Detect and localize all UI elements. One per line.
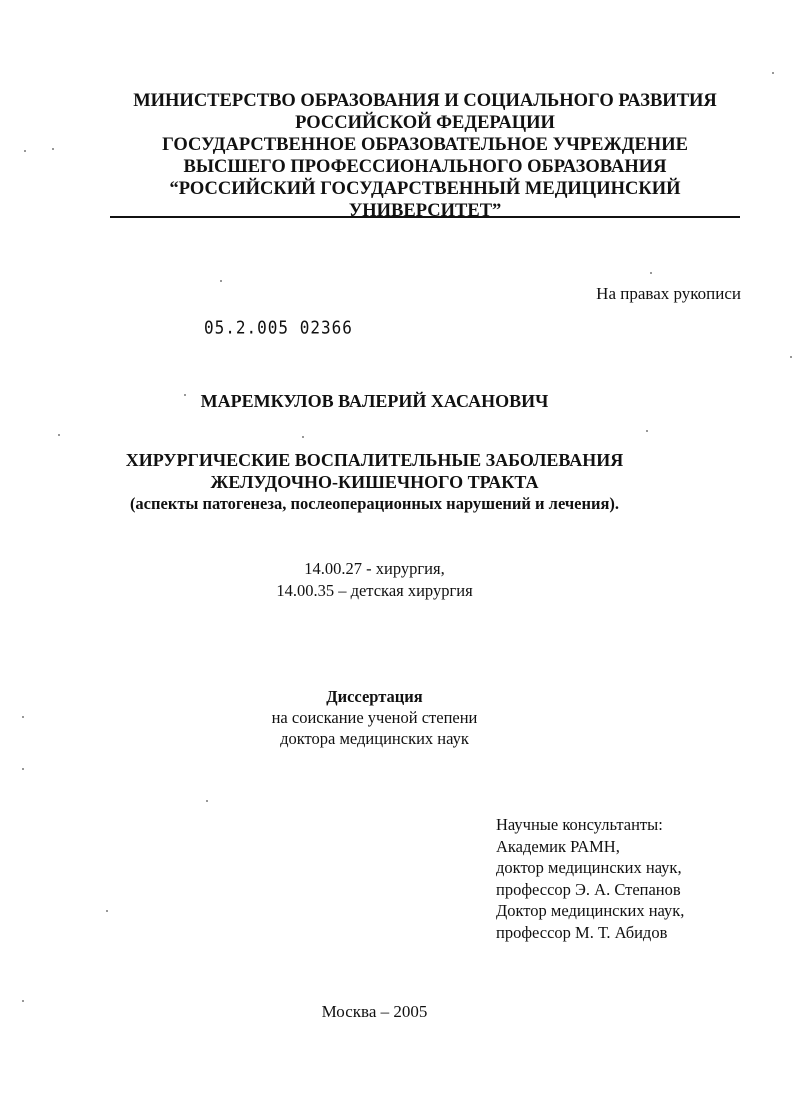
institution-header <box>110 90 740 222</box>
header-line-state-institution: ГОСУДАРСТВЕННОЕ ОБРАЗОВАТЕЛЬНОЕ УЧРЕЖДЕНИЕ <box>162 135 688 155</box>
scan-speck <box>52 148 54 150</box>
specialty-pediatric-surgery: 14.00.35 – детская хирургия <box>276 581 473 600</box>
title-line-1: ХИРУРГИЧЕСКИЕ ВОСПАЛИТЕЛЬНЫЕ ЗАБОЛЕВАНИЯ <box>125 450 624 470</box>
header-line-university: УНИВЕРСИТЕТ” <box>348 201 502 221</box>
scan-speck <box>58 434 60 436</box>
scan-speck <box>22 716 24 718</box>
degree-line-1: на соискание ученой степени <box>271 708 478 727</box>
scan-speck <box>302 436 304 438</box>
author-name: МАРЕМКУЛОВ ВАЛЕРИЙ ХАСАНОВИЧ <box>200 391 549 411</box>
city-and-year: Москва – 2005 <box>321 1002 428 1021</box>
header-line-federation: РОССИЙСКОЙ ФЕДЕРАЦИИ <box>295 113 555 133</box>
scan-speck <box>646 430 648 432</box>
consultant-line: Доктор медицинских наук, <box>496 901 685 920</box>
scan-speck <box>772 72 774 74</box>
consultants-heading: Научные консультанты: <box>496 815 663 834</box>
scan-speck <box>24 150 26 152</box>
consultant-line: доктор медицинских наук, <box>496 858 682 877</box>
dissertation-title <box>0 449 799 515</box>
title-subtitle: (аспекты патогенеза, послеоперационных нарушений и лечения). <box>129 494 620 513</box>
specialty-codes <box>0 558 799 602</box>
scan-speck <box>184 394 186 396</box>
specialty-surgery: 14.00.27 - хирургия, <box>304 559 445 578</box>
title-line-2: ЖЕЛУДОЧНО-КИШЕЧНОГО ТРАКТА <box>210 472 539 492</box>
scan-speck <box>220 280 222 282</box>
scan-speck <box>22 1000 24 1002</box>
manuscript-note: На правах рукописи <box>596 284 741 303</box>
degree-line-2: доктора медицинских наук <box>280 729 469 748</box>
degree-statement <box>0 686 799 749</box>
scan-speck <box>206 800 208 802</box>
scan-speck <box>650 272 652 274</box>
consultant-line: профессор Э. А. Степанов <box>496 879 681 899</box>
scientific-consultants <box>496 814 684 943</box>
registration-stamp: 05.2.005 02366 <box>204 317 353 338</box>
scan-speck <box>790 356 792 358</box>
consultant-line: Академик РАМН, <box>496 836 620 856</box>
header-line-higher-education: ВЫСШЕГО ПРОФЕССИОНАЛЬНОГО ОБРАЗОВАНИЯ <box>183 157 667 177</box>
scan-speck <box>106 910 108 912</box>
scan-speck <box>22 768 24 770</box>
header-line-ministry: МИНИСТЕРСТВО ОБРАЗОВАНИЯ И СОЦИАЛЬНОГО РАЗВИТИЯ <box>133 91 717 111</box>
header-divider <box>110 216 740 218</box>
consultant-line: профессор М. Т. Абидов <box>496 922 668 942</box>
document-kind: Диссертация <box>326 687 423 706</box>
header-line-university-name: “РОССИЙСКИЙ ГОСУДАРСТВЕННЫЙ МЕДИЦИНСКИЙ <box>169 179 681 199</box>
